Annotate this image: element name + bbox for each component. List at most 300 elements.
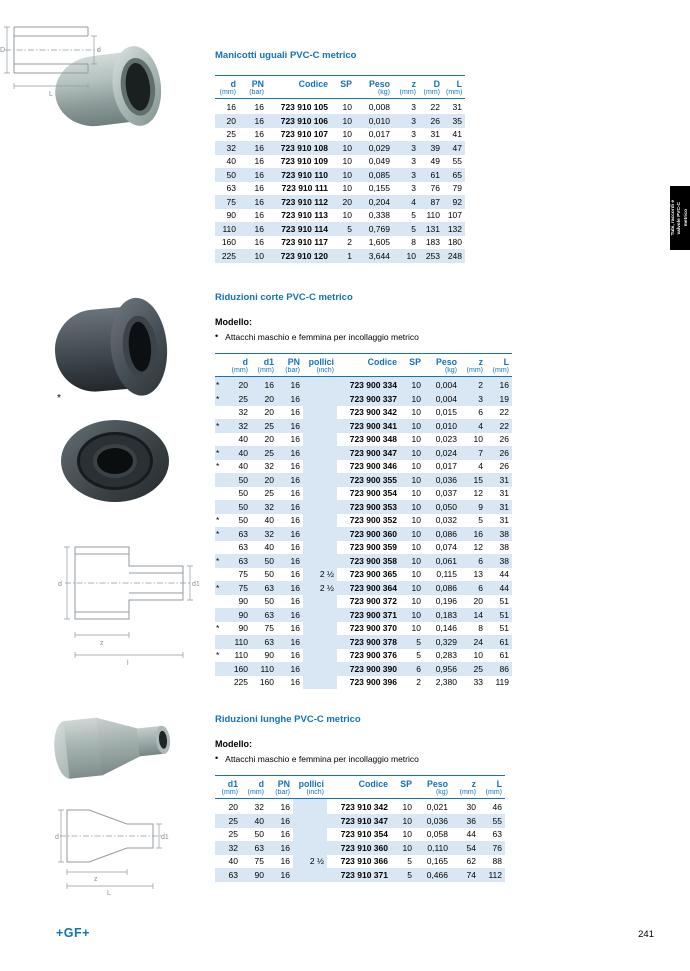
cell: 723 900 346 [349,461,397,471]
cell: 0,008 [368,102,390,112]
cell: 4 [393,195,419,209]
cell: 10 [400,608,424,622]
cell: 723 910 117 [281,237,328,247]
cell: 723 910 110 [267,168,331,182]
cell: 9 [460,500,486,514]
column-header: PN [267,776,293,789]
cell: 50 [254,829,264,839]
cell: 723 910 108 [267,141,331,155]
cell: 723 900 365 [349,569,397,579]
table-row [215,209,465,223]
cell: 723 900 364 [337,581,400,595]
modello-heading: Modello: [215,317,252,327]
column-unit: (mm) [486,367,512,377]
cell: 1,605 [368,237,390,247]
cell: 723 900 348 [349,434,397,444]
section-riduzioni-lunghe [215,714,505,882]
cell: 16 [290,677,300,687]
cell [303,473,337,487]
cell [293,841,327,855]
table-row [215,473,512,487]
column-unit: (bar) [267,789,293,799]
cell: 2 [347,237,352,247]
cell: 63 [251,581,277,595]
cell: 55 [479,814,505,828]
table-row [215,608,512,622]
cell: 20 [251,392,277,406]
column-unit [267,89,331,99]
cell: 12 [473,542,483,552]
cell: 10 [400,473,424,487]
side-tab-line: valvole PVC-C [677,201,683,235]
dim-label-d1: d1 [161,834,169,841]
stock-marker-cell [215,406,227,420]
table-row [215,377,512,393]
cell: 50 [227,473,251,487]
cell: 36 [451,814,479,828]
cell: 16 [277,608,303,622]
table-row [215,487,512,501]
cell: 16 [290,488,300,498]
column-header: L [486,354,512,367]
stock-marker-cell [215,473,227,487]
cell: 5 [400,635,424,649]
cell: 38 [499,542,509,552]
cell: 131 [419,222,443,236]
cell: 75 [238,569,248,579]
cell: 50 [264,569,274,579]
column-unit: (bar) [239,89,267,99]
stock-marker-cell [215,487,227,501]
cell: 0,021 [426,802,448,812]
cell: 16 [290,650,300,660]
cell: 723 910 112 [267,195,331,209]
cell: 253 [419,249,443,263]
column-header: SP [331,76,355,89]
cell: 10 [473,650,483,660]
cell: 16 [239,114,267,128]
cell: 10 [402,802,412,812]
cell [303,433,337,447]
cell: 20 [331,195,355,209]
cell: 65 [443,168,465,182]
cell: 132 [443,222,465,236]
cell: 723 900 360 [337,527,400,541]
cell: 22 [486,419,512,433]
cell: 79 [452,183,462,193]
column-unit [337,367,400,377]
cell: 19 [486,392,512,406]
modello-item [215,754,505,764]
stock-marker-cell: * [216,623,220,633]
cell: 160 [221,237,236,247]
side-tab-line: Tubi, raccordi e [670,200,676,236]
cell: 10 [342,156,352,166]
cell: 8 [478,623,483,633]
cell: 61 [486,635,512,649]
cell: 3 [460,392,486,406]
cell: 16 [290,542,300,552]
cell: 0,329 [424,635,460,649]
column-header: d [241,776,267,789]
cell: 75 [254,856,264,866]
cell: 16 [277,581,303,595]
cell: 10 [400,392,424,406]
short-reducer-end-photo [53,416,178,508]
dim-label-L: L [49,91,53,98]
cell: 63 [226,183,236,193]
cell: 25 [251,419,277,433]
table-row [215,841,505,855]
cell: 6 [478,407,483,417]
cell: 723 910 107 [280,129,328,139]
table-row [215,392,512,406]
section-manicotti [215,50,465,263]
cell: 0,086 [424,527,460,541]
cell: 63 [492,829,502,839]
cell: 32 [215,841,241,855]
cell: 10 [400,377,424,393]
cell: 0,466 [415,868,451,882]
cell: 63 [251,608,277,622]
column-unit: (mm) [241,789,267,799]
table-row [215,155,465,169]
cell: 0,032 [435,515,457,525]
cell: 25 [215,814,241,828]
cell: 16 [277,635,303,649]
column-header: PN [277,354,303,367]
stock-marker-cell [215,608,227,622]
column-unit: (kg) [355,89,393,99]
cell: 16 [290,596,300,606]
cell [303,514,337,528]
cell: 723 900 341 [337,419,400,433]
cell: 10 [411,434,421,444]
stock-marker-cell: * [216,461,220,471]
table-row [215,500,512,514]
column-header [215,354,227,367]
cell: 723 900 358 [337,554,400,568]
table-row [215,622,512,636]
cell: 25 [460,662,486,676]
stock-marker-cell [215,676,227,690]
cell: 0,155 [368,183,390,193]
cell: 0,010 [424,419,460,433]
cell: 40 [241,814,267,828]
cell: 50 [238,488,248,498]
cell: 0,074 [435,542,457,552]
cell: 40 [226,156,236,166]
column-header: Peso [355,76,393,89]
column-header: z [451,776,479,789]
cell: 38 [486,554,512,568]
cell: 16 [277,377,303,393]
cell: 0,015 [435,407,457,417]
cell: 16 [254,156,264,166]
table-row [215,855,505,869]
table-row [215,568,512,582]
column-header: d1 [215,776,241,789]
stock-marker-cell [215,433,227,447]
modello-item [215,332,512,342]
cell: 31 [430,129,440,139]
cell: 32 [254,802,264,812]
cell: 225 [233,677,248,687]
cell [303,649,337,663]
column-header: Codice [327,776,391,789]
column-unit: (mm) [227,367,251,377]
cell: 32 [227,419,251,433]
cell [303,622,337,636]
cell: 723 910 366 [340,856,388,866]
column-header: Codice [337,354,400,367]
cell: 63 [251,635,277,649]
cell [303,460,337,474]
cell [303,500,337,514]
cell: 183 [425,237,440,247]
cell: 1 [331,249,355,263]
cell: 25 [228,829,238,839]
dim-label-l: l [127,660,129,667]
column-unit: (mm) [479,789,505,799]
cell: 22 [430,102,440,112]
cell: 92 [443,195,465,209]
cell: 2 ½ [303,568,337,582]
cell: 3 [411,129,416,139]
modello-item-text: Attacchi maschio e femmina per incollaggio metrico [225,332,419,342]
cell: 20 [264,407,274,417]
cell: 160 [227,662,251,676]
column-unit: (kg) [424,367,460,377]
cell: 0,058 [426,829,448,839]
cell: 10 [411,569,421,579]
cell: 33 [473,677,483,687]
cell: 16 [254,102,264,112]
cell: 25 [227,392,251,406]
cell: 0,037 [435,488,457,498]
table-row [215,114,465,128]
column-unit: (kg) [415,789,451,799]
cell: 31 [486,500,512,514]
cell: 90 [227,608,251,622]
cell [303,419,337,433]
cell: 10 [342,129,352,139]
cell: 25 [264,488,274,498]
column-header: Peso [415,776,451,789]
cell: 5 [331,222,355,236]
cell: 10 [411,596,421,606]
cell: 16 [460,527,486,541]
cell: 4 [478,461,483,471]
cell: 16 [290,434,300,444]
cell: 10 [400,446,424,460]
cell: 51 [486,608,512,622]
cell: 38 [486,527,512,541]
stock-marker-cell [215,568,227,582]
cell: 10 [391,814,415,828]
cell: 110 [227,635,251,649]
dim-label-z: z [94,876,98,883]
cell: 90 [226,210,236,220]
cell: 0,049 [368,156,390,166]
cell: 31 [486,473,512,487]
cell: 20 [215,114,239,128]
cell: 10 [411,461,421,471]
cell: 16 [290,515,300,525]
column-header: SP [400,354,424,367]
cell: 16 [290,623,300,633]
cell: 723 900 359 [349,542,397,552]
cell: 16 [267,868,293,882]
table-row [215,554,512,568]
cell: 61 [419,168,443,182]
cell: 10 [411,542,421,552]
cell: 723 910 114 [267,222,331,236]
table-row [215,182,465,196]
cell: 16 [267,814,293,828]
cell: 10 [400,419,424,433]
stock-marker-cell [215,595,227,609]
cell: 10 [393,249,419,263]
section-riduzioni-corte [215,292,512,689]
table-row [215,195,465,209]
table-row [215,676,512,690]
cell [303,446,337,460]
column-unit: (mm) [251,367,277,377]
cell: 90 [238,596,248,606]
cell: 75 [215,195,239,209]
cell: 180 [447,237,462,247]
cell: 51 [499,623,509,633]
cell: 16 [277,662,303,676]
table-row [215,236,465,250]
cell: 14 [460,608,486,622]
cell: 723 900 347 [337,446,400,460]
cell: 10 [473,434,483,444]
cell: 3 [393,114,419,128]
cell: 5 [391,868,415,882]
cell: 63 [241,841,267,855]
cell: 41 [452,129,462,139]
cell: 10 [342,102,352,112]
dim-label-z: z [100,640,104,647]
column-unit: (inch) [293,789,327,799]
dim-label-D: D [0,47,6,54]
cell: 110 [234,650,248,660]
stock-marker-cell: * [215,581,227,595]
cell: 10 [342,210,352,220]
long-reducer-product-photo [51,702,178,802]
cell: 2,380 [435,677,457,687]
dim-label-d: d [97,47,101,54]
cell: 12 [473,488,483,498]
cell: 723 910 371 [327,868,391,882]
column-unit: (mm) [451,789,479,799]
table-row [215,514,512,528]
cell: 90 [264,650,274,660]
cell [303,635,337,649]
cell: 63 [227,554,251,568]
cell: 16 [277,473,303,487]
cell: 16 [251,377,277,393]
cell: 16 [254,129,264,139]
cell: 0,956 [424,662,460,676]
cell: 723 910 113 [281,210,328,220]
cell: 16 [290,569,300,579]
cell [303,595,337,609]
column-header: z [393,76,419,89]
cell: 16 [267,841,293,855]
column-unit: (bar) [277,367,303,377]
cell: 5 [407,856,412,866]
column-header: z [460,354,486,367]
cell: 0,004 [424,377,460,393]
cell [303,377,337,393]
cell [303,676,337,690]
cell: 0,165 [426,856,448,866]
cell: 50 [238,515,248,525]
cell: 6 [460,581,486,595]
column-header: pollici [293,776,327,789]
cell: 10 [400,500,424,514]
cell: 16 [239,195,267,209]
cell: 723 900 342 [349,407,397,417]
cell: 0,004 [424,392,460,406]
cell: 88 [492,856,502,866]
cell: 723 910 111 [281,183,328,193]
cell: 2 ½ [293,855,327,869]
cell: 63 [215,868,241,882]
cell [293,799,327,815]
cell: 16 [239,141,267,155]
cell: 723 900 371 [337,608,400,622]
table-row [215,868,505,882]
section-title: Manicotti uguali PVC-C metrico [215,50,357,61]
cell: 75 [264,623,274,633]
cell: 0,115 [436,569,457,579]
cell: 0,050 [424,500,460,514]
cell: 723 900 355 [337,473,400,487]
cell [303,662,337,676]
cell: 10 [411,515,421,525]
cell: 10 [239,249,267,263]
cell: 16 [290,461,300,471]
cell: 40 [238,461,248,471]
cell [303,608,337,622]
stock-marker-cell [215,635,227,649]
cell: 32 [251,500,277,514]
cell: 110 [215,222,239,236]
dim-label-d1: d1 [192,581,200,588]
cell: 6 [460,554,486,568]
cell: 16 [239,168,267,182]
column-header: pollici [303,354,337,367]
cell: 10 [342,183,352,193]
cell: 10 [402,829,412,839]
cell: 112 [479,868,505,882]
stock-marker-cell: * [215,419,227,433]
cell: 16 [277,419,303,433]
cell: 16 [277,554,303,568]
cell: 723 910 106 [267,114,331,128]
cell: 3 [411,156,416,166]
page-number: 241 [638,929,654,940]
cell: 49 [430,156,440,166]
cell: 54 [451,841,479,855]
cell: 225 [215,249,239,263]
column-header: L [479,776,505,789]
cell: 0,029 [355,141,393,155]
